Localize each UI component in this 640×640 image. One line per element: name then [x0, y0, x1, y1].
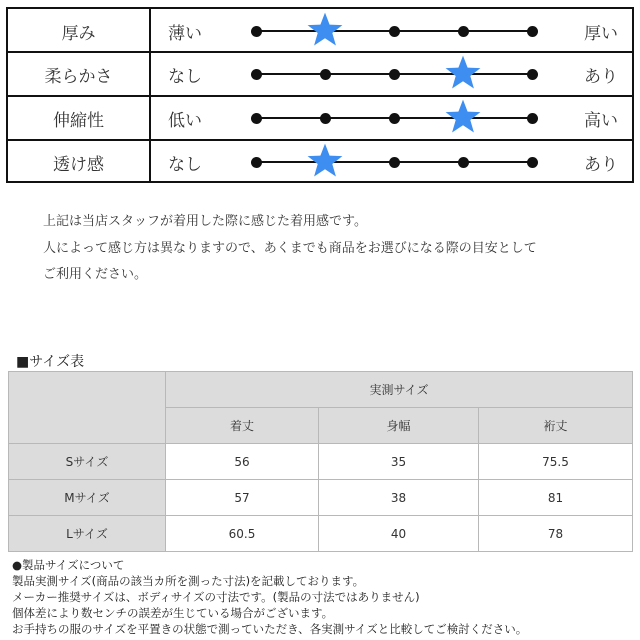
star-icon [306, 142, 344, 180]
table-cell: 81 [479, 480, 633, 516]
rating-scale [250, 53, 530, 95]
table-cell: 35 [319, 444, 479, 480]
scale-dot [527, 26, 538, 37]
fit-rating-table [6, 7, 634, 183]
scale-dot [458, 26, 469, 37]
footnote-line: 製品実測サイズ(商品の該当カ所を測った寸法)を記載しております。 [12, 574, 365, 588]
row-header: Lサイズ [9, 516, 166, 552]
scale-dot [389, 157, 400, 168]
star-icon [444, 98, 482, 136]
column-header: 着丈 [166, 408, 319, 444]
table-row [9, 516, 633, 552]
scale-dot [527, 113, 538, 124]
scale-dot [320, 113, 331, 124]
column-header: 身幅 [319, 408, 479, 444]
rating-high-label: 厚い [584, 23, 618, 44]
table-cell: 38 [319, 480, 479, 516]
scale-dot [320, 69, 331, 80]
star-icon [306, 11, 344, 49]
rating-high-label: 高い [584, 110, 618, 131]
note-line: 人によって感じ方は異なりますので、あくまでも商品をお選びになる際の目安として [43, 241, 537, 256]
footnote-line: 個体差により数センチの誤差が生じている場合がございます。 [12, 606, 334, 620]
scale-dot [527, 69, 538, 80]
table-cell: 40 [319, 516, 479, 552]
scale-dot [389, 69, 400, 80]
table-row [9, 480, 633, 516]
footnote-line: お手持ちの服のサイズを平置きの状態で測っていただき、各実測サイズと比較してご検討ください。 [12, 622, 528, 636]
rating-low-label: なし [168, 66, 202, 87]
group-header: 実測サイズ [166, 372, 633, 408]
table-cell: 60.5 [166, 516, 319, 552]
rating-high-label: あり [584, 154, 618, 175]
rating-low-label: 低い [168, 110, 202, 131]
rating-row-stretch [8, 95, 632, 139]
scale-dot [251, 113, 262, 124]
rating-label: 伸縮性 [8, 97, 151, 139]
note-line: 上記は当店スタッフが着用した際に感じた着用感です。 [43, 214, 367, 229]
size-table [8, 371, 633, 552]
row-header: Mサイズ [9, 480, 166, 516]
size-table-heading: ■サイズ表 [16, 354, 85, 370]
table-cell: 78 [479, 516, 633, 552]
table-row [9, 444, 633, 480]
rating-low-label: なし [168, 154, 202, 175]
scale-dot [389, 26, 400, 37]
size-table-corner [9, 372, 166, 444]
scale-dot [458, 157, 469, 168]
rating-high-label: あり [584, 66, 618, 87]
footnote-title: ●製品サイズについて [12, 558, 125, 572]
scale-dot [389, 113, 400, 124]
rating-row-sheerness [8, 139, 632, 183]
scale-dot [251, 157, 262, 168]
rating-scale [250, 141, 530, 183]
rating-row-softness [8, 51, 632, 95]
rating-scale [250, 9, 530, 53]
rating-label: 透け感 [8, 141, 151, 183]
column-header: 裄丈 [479, 408, 633, 444]
star-icon [444, 54, 482, 92]
table-cell: 57 [166, 480, 319, 516]
footnote-line: メーカー推奨サイズは、ボディサイズの寸法です。(製品の寸法ではありません) [12, 590, 420, 604]
scale-dot [527, 157, 538, 168]
scale-dot [251, 26, 262, 37]
table-cell: 56 [166, 444, 319, 480]
note-line: ご利用ください。 [43, 267, 148, 282]
rating-label: 厚み [8, 9, 151, 53]
scale-dot [251, 69, 262, 80]
table-cell: 75.5 [479, 444, 633, 480]
rating-row-thickness [8, 9, 632, 53]
rating-low-label: 薄い [168, 23, 202, 44]
rating-label: 柔らかさ [8, 53, 151, 95]
rating-scale [250, 97, 530, 139]
row-header: Sサイズ [9, 444, 166, 480]
